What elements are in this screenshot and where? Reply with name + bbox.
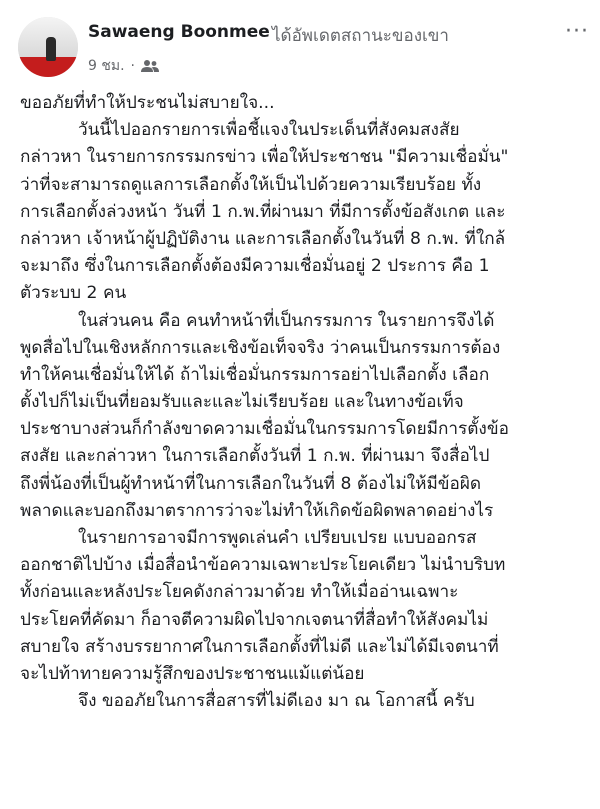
post-timestamp[interactable]: 9 ชม. — [88, 58, 125, 74]
post-line: ขออภัยที่ทำให้ประชนไม่สบายใจ... — [20, 93, 275, 113]
post-line: พูดสื่อไปในเชิงหลักการและเชิงข้อเท็จจริง ว่าคนเป็นกรรมการต้อง — [20, 337, 501, 358]
avatar[interactable] — [18, 17, 78, 77]
post-line: ตั้งไปก็ไม่เป็นที่ยอมรับและและไม่เรียบร้อย และในทางข้อเท็จ — [20, 392, 464, 413]
post-line: พลาดและบอกถึงมาตราการว่าจะไม่ทำให้เกิดข้อผิดพลาดอย่างไร — [20, 500, 494, 521]
post-line: ถึงพี่น้องที่เป็นผู้ทำหน้าที่ในการเลือกในวันที่ 8 ต้องไม่ให้มีข้อผิด — [20, 473, 482, 494]
post-line: ประโยคที่คัดมา ก็อาจตีความผิดไปจากเจตนาที่สื่อทำให้สังคมไม่ — [20, 609, 489, 630]
post-line: จึง ขออภัยในการสื่อสารที่ไม่ดีเอง มา ณ โอกาสนี้ ครับ — [78, 691, 475, 712]
post-meta — [88, 55, 159, 77]
post-line: ทำให้คนเชื่อมั่นให้ได้ ถ้าไม่เชื่อมั่นกรรมการอย่าไปเลือกตั้ง เลือก — [20, 364, 490, 385]
post-line: ออกชาติไปบ้าง เมื่อสื่อนำข้อความเฉพาะประโยคเดียว ไม่นำบริบท — [20, 555, 506, 576]
post-line: ประชาบางส่วนก็กำลังขาดความเชื่อมั่นในกรรมการโดยมีการตั้งข้อ — [20, 419, 509, 440]
post-header — [0, 0, 600, 80]
post-body — [20, 90, 590, 715]
post-line: ในส่วนคน คือ คนทำหน้าที่เป็นกรรมการ ในรายการจึงได้ — [78, 310, 495, 331]
post-line: สบายใจ สร้างบรรยากาศในการเลือกตั้งที่ไม่ดี และไม่ได้มีเจตนาที่ — [20, 636, 499, 657]
post-line: ตัวระบบ 2 คน — [20, 283, 127, 304]
post-line: จะมาถึง ซึ่งในการเลือกตั้งต้องมีความเชื่อมั่นอยู่ 2 ประการ คือ 1 — [20, 256, 490, 277]
post-line: การเลือกตั้งล่วงหน้า วันที่ 1 ก.พ.ที่ผ่านมา ที่มีการตั้งข้อสังเกต และ — [20, 201, 506, 222]
post-line: กล่าวหา ในรายการกรรมกรข่าว เพื่อให้ประชาชน "มีความเชื่อมั่น" — [20, 147, 509, 168]
meta-separator: · — [130, 58, 135, 74]
post-line: สงสัย และกล่าวหา ในการเลือกตั้งวันที่ 1 ก.พ. ที่ผ่านมา จึงสื่อไป — [20, 446, 490, 467]
friends-icon[interactable] — [141, 59, 159, 73]
post-line: ในรายการอาจมีการพูดเล่นคำ เปรียบเปรย แบบออกรส — [78, 528, 477, 548]
post-action-text: ได้อัพเดตสถานะของเขา — [272, 26, 449, 46]
post-line: ทั้งก่อนและหลังประโยคดังกล่าวมาด้วย ทำให้เมื่ออ่านเฉพาะ — [20, 582, 459, 603]
post-line: ว่าที่จะสามารถดูแลการเลือกตั้งให้เป็นไปด้วยความเรียบร้อย ทั้ง — [20, 174, 482, 195]
post-line: กล่าวหา เจ้าหน้าผู้ปฏิบัติงาน และการเลือกตั้งในวันที่ 8 ก.พ. ที่ใกล้ — [20, 228, 506, 249]
post-line: วันนี้ไปออกรายการเพื่อชี้แจงในประเด็นที่สังคมสงสัย — [78, 120, 460, 141]
author-name[interactable]: Sawaeng Boonmee — [88, 22, 270, 42]
more-options-icon[interactable]: ··· — [565, 19, 589, 44]
post-line: จะไปท้าทายความรู้สึกของประชาชนแม้แต่น้อย — [20, 663, 365, 684]
avatar-figure — [46, 37, 56, 61]
